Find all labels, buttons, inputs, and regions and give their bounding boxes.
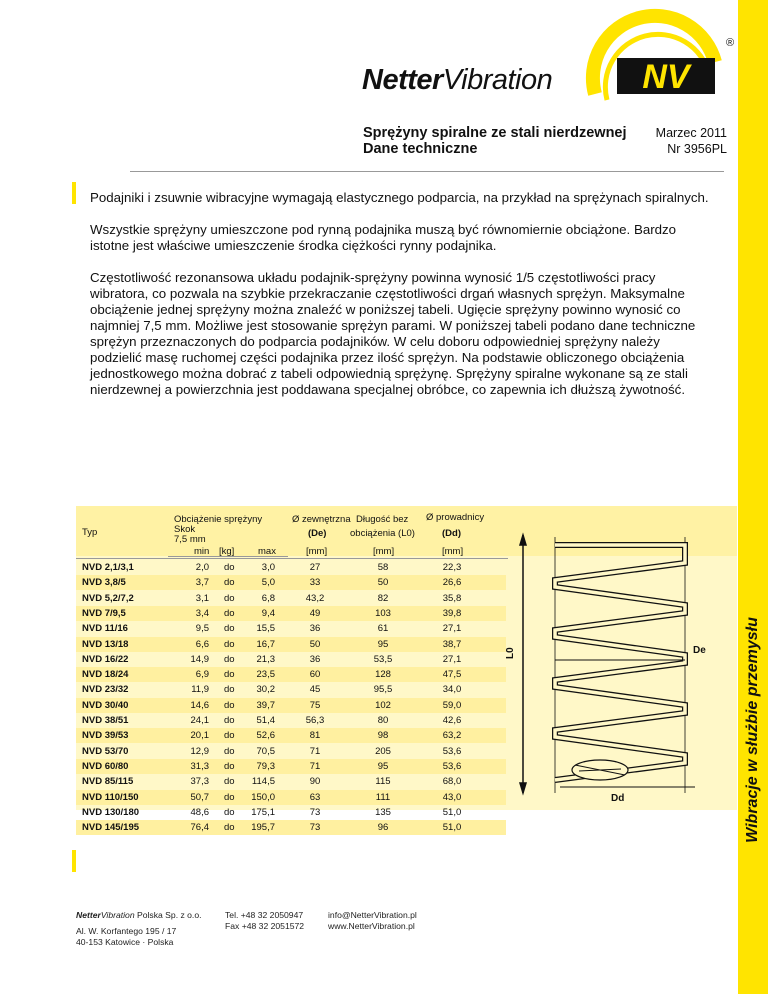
cell-do: do	[224, 577, 235, 589]
cell-max: 175,1	[251, 806, 275, 818]
cell-max: 3,0	[261, 562, 275, 573]
cell-typ: NVD 30/40	[82, 699, 129, 711]
cell-de: 50	[309, 638, 321, 650]
cell-max: 150,0	[251, 791, 275, 803]
table-row	[76, 652, 506, 667]
cell-l0: 205	[375, 745, 391, 757]
header-skok: Skok	[174, 524, 196, 535]
cell-de: 43,2	[305, 592, 325, 604]
cell-dd: 22,3	[442, 562, 462, 573]
header-unit-l0: [mm]	[373, 546, 395, 557]
body-text	[90, 190, 710, 414]
label-l0: L0	[505, 647, 516, 659]
cell-l0: 95,5	[373, 684, 393, 696]
footer-tel: Tel. +48 32 2050947	[225, 910, 304, 920]
cell-max: 114,5	[251, 776, 275, 788]
accent-bar-top	[72, 182, 76, 204]
cell-typ: NVD 2,1/3,1	[82, 562, 134, 573]
cell-dd: 35,8	[442, 592, 462, 604]
cell-typ: NVD 60/80	[82, 760, 129, 772]
cell-de: 90	[309, 776, 321, 788]
cell-max: 5,0	[261, 577, 275, 589]
cell-min: 3,4	[195, 607, 209, 619]
cell-de: 71	[309, 760, 321, 772]
cell-max: 21,3	[256, 653, 275, 665]
cell-do: do	[224, 684, 235, 696]
cell-l0: 82	[377, 592, 389, 604]
cell-l0: 80	[377, 715, 389, 726]
cell-typ: NVD 110/150	[82, 791, 139, 803]
footer-brand-light: Vibration	[100, 910, 135, 920]
cell-do: do	[224, 653, 235, 665]
arrow-up-icon	[520, 535, 526, 545]
cell-de: 60	[309, 669, 321, 681]
cell-min: 14,9	[190, 653, 209, 665]
footer-www[interactable]: www.NetterVibration.pl	[328, 921, 415, 931]
label-de: De	[693, 645, 706, 656]
cell-do: do	[224, 822, 235, 834]
cell-min: 24,1	[190, 715, 209, 726]
header-min: min	[194, 546, 210, 557]
table-row	[76, 591, 506, 606]
cell-min: 12,9	[190, 745, 209, 757]
cell-dd: 27,1	[442, 623, 462, 635]
nv-logo-icon	[585, 24, 735, 109]
cell-max: 9,4	[261, 607, 275, 619]
cell-de: 81	[309, 730, 321, 742]
cell-typ: NVD 5,2/7,2	[82, 592, 134, 604]
cell-de: 75	[309, 699, 321, 711]
cell-l0: 58	[377, 562, 389, 573]
document-title: Sprężyny spiralne ze stali nierdzewnej	[363, 125, 627, 141]
cell-max: 39,7	[256, 699, 275, 711]
cell-min: 6,9	[195, 669, 209, 681]
table-row	[76, 820, 506, 835]
cell-do: do	[224, 607, 235, 619]
cell-do: do	[224, 669, 235, 681]
cell-do: do	[224, 730, 235, 742]
cell-de: 49	[309, 607, 321, 619]
document-date: Marzec 2011	[655, 126, 727, 140]
cell-do: do	[224, 791, 235, 803]
cell-l0: 53,5	[373, 653, 393, 665]
paragraph-3: Częstotliwość rezonansowa układu podajnik-sprężyny powinna wynosić 1/5 częstotliwości pracy wibratora, co pozwala na szybkie przekraczanie częstotliwości drgań własnych sprężyn. Maksymalne obciążenie jednej sprężyny można znaleźć w poniższej tabeli. Ugięcie sprężyny powinno wynosić co najmniej 7,5 mm. Możliwe jest stosowanie sprężyn parami. W poniższej tabeli podano dane techniczne sprężyn przeznaczonych do podparcia podajników. W celu doboru odpowiedniej sprężyny należy podzielić masę ruchomej części podajnika przez ilość sprężyn. Na podstawie obliczonego obciążenia jednostkowego można dobrać z tabeli odpowiednią sprężynę. Sprężyny spiralne wykonane są ze stali nierdzewnej a powierzchnia jest poddawana specjalnej obróbce, co zapewnia ich dłuższą żywotność.	[90, 270, 696, 397]
cell-dd: 47,5	[442, 669, 462, 681]
sidebar-band	[738, 0, 768, 994]
cell-l0: 96	[377, 822, 389, 834]
cell-de: 63	[309, 791, 321, 803]
cell-l0: 98	[377, 730, 389, 742]
cell-do: do	[224, 699, 235, 711]
header-de-title: Ø zewnętrzna	[292, 514, 351, 525]
cell-min: 31,3	[190, 760, 209, 772]
cell-typ: NVD 53/70	[82, 745, 129, 757]
cell-min: 9,5	[195, 623, 209, 635]
table-row	[76, 637, 506, 652]
header-l0-title: Długość bez	[356, 514, 409, 525]
logo-letters: NV	[642, 58, 690, 96]
cell-min: 11,9	[191, 684, 209, 696]
table-row	[76, 744, 506, 759]
header-bottom-rule	[76, 558, 508, 559]
header-kg: [kg]	[219, 546, 235, 557]
cell-de: 56,3	[305, 715, 325, 726]
cell-do: do	[224, 623, 235, 635]
cell-de: 27	[309, 562, 321, 573]
table-row	[76, 606, 506, 621]
cell-l0: 102	[375, 699, 391, 711]
cell-typ: NVD 38/51	[82, 715, 129, 726]
cell-dd: 27,1	[442, 653, 462, 665]
table-row	[76, 805, 506, 820]
cell-l0: 95	[377, 760, 389, 772]
header-unit-de: [mm]	[306, 546, 328, 557]
cell-l0: 50	[377, 577, 389, 589]
cell-max: 16,7	[256, 638, 275, 650]
cell-max: 6,8	[261, 592, 275, 604]
accent-bar-bottom	[72, 850, 76, 872]
cell-max: 195,7	[251, 822, 275, 834]
header-load: Obciążenie sprężyny	[174, 514, 263, 525]
header-max: max	[258, 546, 276, 557]
cell-min: 48,6	[190, 806, 209, 818]
header-divider	[130, 171, 724, 172]
table-row	[76, 728, 506, 743]
cell-max: 79,3	[256, 760, 275, 772]
cell-typ: NVD 18/24	[82, 669, 129, 681]
table-row	[76, 621, 506, 636]
spring-diagram	[505, 525, 730, 805]
cell-dd: 68,0	[442, 776, 462, 788]
cell-do: do	[224, 715, 235, 726]
cell-typ: NVD 16/22	[82, 653, 129, 665]
cell-do: do	[224, 638, 235, 650]
cell-de: 45	[309, 684, 321, 696]
footer-contact	[328, 910, 417, 932]
cell-typ: NVD 11/16	[82, 623, 128, 635]
cell-min: 3,1	[195, 592, 209, 604]
cell-min: 37,3	[190, 776, 209, 788]
cell-dd: 43,0	[442, 791, 462, 803]
cell-de: 33	[309, 577, 321, 589]
cell-typ: NVD 3,8/5	[82, 577, 126, 589]
cell-min: 6,6	[195, 638, 209, 650]
cell-de: 73	[309, 822, 321, 834]
document-subtitle: Dane techniczne	[363, 141, 478, 157]
cell-max: 23,5	[256, 669, 275, 681]
header-l0-title2: obciążenia (L0)	[350, 528, 415, 539]
cell-min: 76,4	[190, 822, 209, 834]
cell-de: 36	[309, 623, 321, 635]
header-skok-value: 7,5 mm	[174, 534, 206, 545]
cell-typ: NVD 7/9,5	[82, 607, 126, 619]
cell-dd: 53,6	[442, 760, 462, 772]
cell-dd: 51,0	[442, 806, 462, 818]
document-number: Nr 3956PL	[667, 142, 727, 156]
cell-dd: 26,6	[442, 577, 462, 589]
footer-address-2: 40-153 Katowice · Polska	[76, 937, 174, 947]
cell-dd: 34,0	[442, 684, 462, 696]
table-row	[76, 759, 506, 774]
cell-min: 2,0	[195, 562, 209, 573]
table-row	[76, 560, 506, 575]
cell-max: 52,6	[256, 730, 275, 742]
cell-min: 14,6	[190, 699, 209, 711]
footer-company-suffix: Polska Sp. z o.o.	[137, 910, 202, 920]
cell-do: do	[224, 745, 235, 757]
table-row	[76, 713, 506, 728]
cell-dd: 59,0	[442, 699, 462, 711]
footer-company	[76, 910, 202, 948]
footer-fax: Fax +48 32 2051572	[225, 921, 305, 931]
cell-min: 50,7	[190, 791, 209, 803]
cell-do: do	[224, 562, 235, 573]
cell-l0: 61	[377, 623, 389, 635]
cell-l0: 95	[377, 638, 389, 650]
cell-max: 51,4	[256, 715, 275, 726]
paragraph-1: Podajniki i zsuwnie wibracyjne wymagają elastycznego podparcia, na przykład na sprężynach spiralnych.	[90, 190, 709, 205]
cell-de: 73	[309, 806, 321, 818]
header-unit-dd: [mm]	[442, 546, 464, 557]
header-typ: Typ	[82, 527, 98, 538]
cell-l0: 135	[375, 806, 391, 818]
table-row	[76, 682, 506, 697]
cell-do: do	[224, 806, 235, 818]
cell-typ: NVD 13/18	[82, 638, 129, 650]
cell-do: do	[224, 760, 235, 772]
cell-l0: 115	[375, 776, 391, 788]
cell-l0: 103	[375, 607, 391, 619]
header-dd-title: Ø prowadnicy	[426, 512, 485, 523]
arrow-down-icon	[520, 783, 526, 793]
cell-typ: NVD 130/180	[82, 806, 140, 818]
cell-typ: NVD 85/115	[82, 776, 134, 788]
cell-do: do	[224, 592, 235, 604]
cell-typ: NVD 145/195	[82, 822, 140, 834]
cell-dd: 38,7	[442, 638, 462, 650]
table-row	[76, 774, 506, 789]
cell-de: 71	[309, 745, 321, 757]
cell-max: 15,5	[256, 623, 275, 635]
label-dd: Dd	[611, 793, 625, 804]
header-de-symbol: (De)	[308, 528, 327, 539]
cell-dd: 42,6	[442, 715, 462, 726]
cell-dd: 51,0	[442, 822, 462, 834]
paragraph-2: Wszystkie sprężyny umieszczone pod rynną podajnika muszą być równomiernie obciążone. Bardzo istotne jest właściwe umieszczenie środka ciężkości rynny podajnika.	[90, 222, 677, 253]
registered-mark: ®	[726, 37, 735, 49]
table-row	[76, 667, 506, 682]
cell-de: 36	[309, 653, 321, 665]
cell-max: 70,5	[256, 745, 275, 757]
brand-wordmark	[362, 64, 552, 97]
cell-typ: NVD 23/32	[82, 684, 129, 696]
table-row	[76, 790, 506, 805]
footer-phones	[225, 910, 304, 932]
table-row	[76, 575, 506, 590]
cell-dd: 53,6	[442, 745, 462, 757]
footer-email[interactable]: info@NetterVibration.pl	[328, 910, 417, 920]
table-row	[76, 698, 506, 713]
cell-typ: NVD 39/53	[82, 730, 129, 742]
cell-l0: 111	[375, 791, 391, 803]
tagline: Wibracje w służbie przemysłu	[744, 617, 761, 843]
cell-dd: 63,2	[442, 730, 462, 742]
footer-brand-bold: Netter	[76, 910, 101, 920]
brand-name-light: Vibration	[442, 64, 553, 96]
brand-name-bold: Netter	[362, 64, 443, 96]
cell-l0: 128	[375, 669, 391, 681]
header-rule	[168, 556, 288, 557]
cell-min: 3,7	[195, 577, 209, 589]
cell-dd: 39,8	[442, 607, 462, 619]
footer-address-1: Al. W. Korfantego 195 / 17	[76, 926, 177, 936]
header-dd-symbol: (Dd)	[442, 528, 461, 539]
cell-min: 20,1	[190, 730, 209, 742]
cell-max: 30,2	[256, 684, 275, 696]
cell-do: do	[224, 776, 235, 788]
document-title-block	[363, 125, 727, 157]
